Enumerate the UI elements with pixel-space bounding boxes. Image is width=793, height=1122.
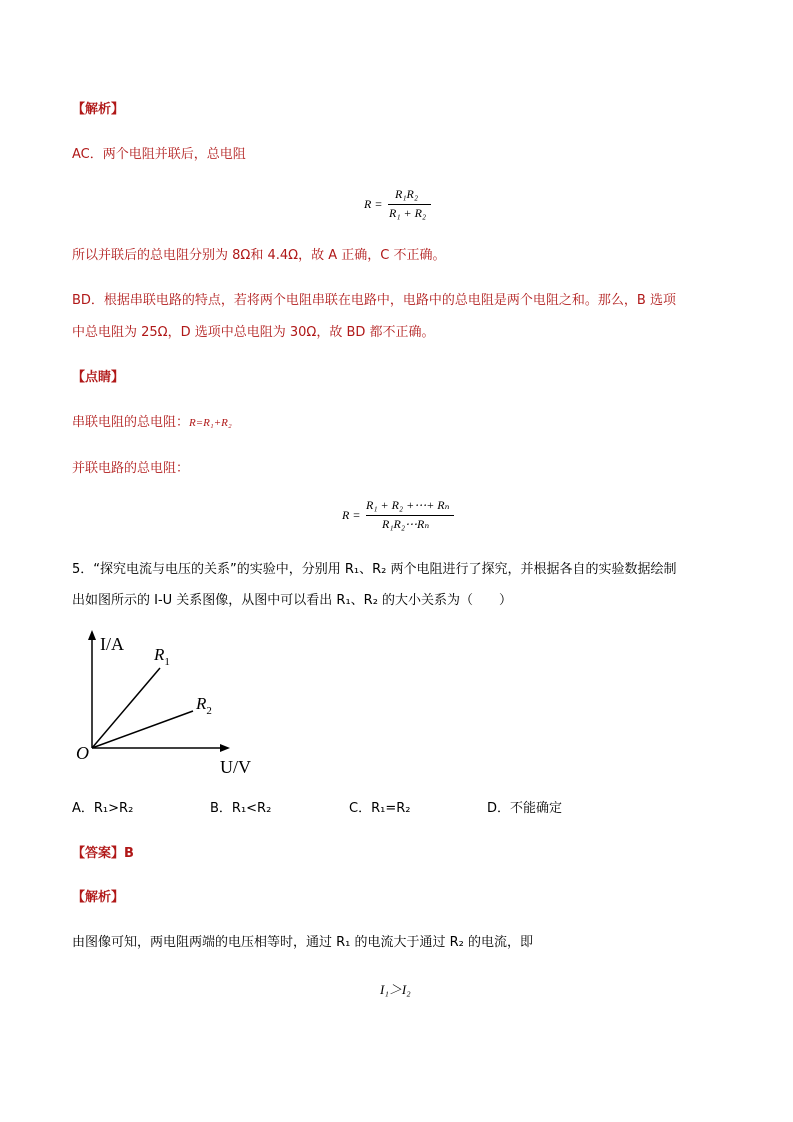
answer-conclusion: I₁＞I₂	[380, 982, 411, 997]
option-d[interactable]: D．不能确定	[487, 801, 563, 816]
answer-heading: 【答案】B	[72, 846, 134, 861]
r2-label: $R_2$	[196, 694, 212, 717]
fraction-bar	[388, 204, 431, 205]
formula-denominator: R₁ + R₂	[389, 206, 427, 220]
answer-analysis-heading: 【解析】	[72, 890, 125, 905]
x-axis-arrow	[220, 744, 230, 752]
question-5-line1: 5．“探究电流与电压的关系”的实验中，分别用 R₁、R₂ 两个电阻进行了探究，并根据各自的实验数据绘制	[72, 562, 677, 577]
origin-label: O	[76, 743, 89, 763]
bd-explanation-line2: 中总电阻为 25Ω，D 选项中总电阻为 30Ω，故 BD 都不正确。	[72, 325, 435, 340]
formula-numerator: R₁ + R₂ +⋯+ Rₙ	[366, 498, 450, 512]
answer-explanation: 由图像可知，两电阻两端的电压相等时，通过 R₁ 的电流大于通过 R₂ 的电流，即	[72, 935, 534, 950]
option-a[interactable]: A．R₁>R₂	[72, 801, 134, 816]
formula-numerator: R₁R₂	[395, 187, 419, 201]
iu-graph	[70, 625, 270, 785]
analysis-heading: 【解析】	[72, 102, 125, 117]
r1-label: $R_1$	[154, 645, 170, 668]
bd-explanation-line1: BD．根据串联电路的特点，若将两个电阻串联在电路中，电路中的总电阻是两个电阻之和。那么，B 选项	[72, 293, 676, 308]
x-axis-label: U/V	[220, 757, 251, 777]
parallel-resistance-text: 并联电路的总电阻：	[72, 461, 190, 476]
formula-lhs: R =	[342, 508, 361, 522]
y-axis-arrow	[88, 630, 96, 640]
option-b[interactable]: B．R₁<R₂	[210, 801, 272, 816]
formula-lhs: R =	[364, 197, 383, 211]
series-prefix: 串联电阻的总电阻：	[72, 415, 190, 430]
general-parallel-formula	[342, 497, 462, 539]
series-resistance-text	[72, 414, 232, 432]
label-subscript: 2	[206, 705, 212, 717]
parallel-resistance-formula	[364, 186, 444, 226]
ac-explanation: AC．两个电阻并联后，总电阻	[72, 147, 246, 162]
fraction-bar	[366, 515, 454, 516]
y-axis-label: I/A	[100, 634, 124, 654]
label-subscript: 1	[164, 656, 170, 668]
option-c[interactable]: C．R₁=R₂	[349, 801, 411, 816]
series-formula: R=R₁+R₂	[189, 417, 232, 429]
parallel-result: 所以并联后的总电阻分别为 8Ω和 4.4Ω，故 A 正确，C 不正确。	[72, 248, 446, 263]
formula-denominator: R₁R₂⋯Rₙ	[382, 517, 430, 531]
question-5-line2: 出如图所示的 I-U 关系图像，从图中可以看出 R₁、R₂ 的大小关系为（ ）	[72, 593, 513, 608]
key-point-heading: 【点睛】	[72, 370, 125, 385]
